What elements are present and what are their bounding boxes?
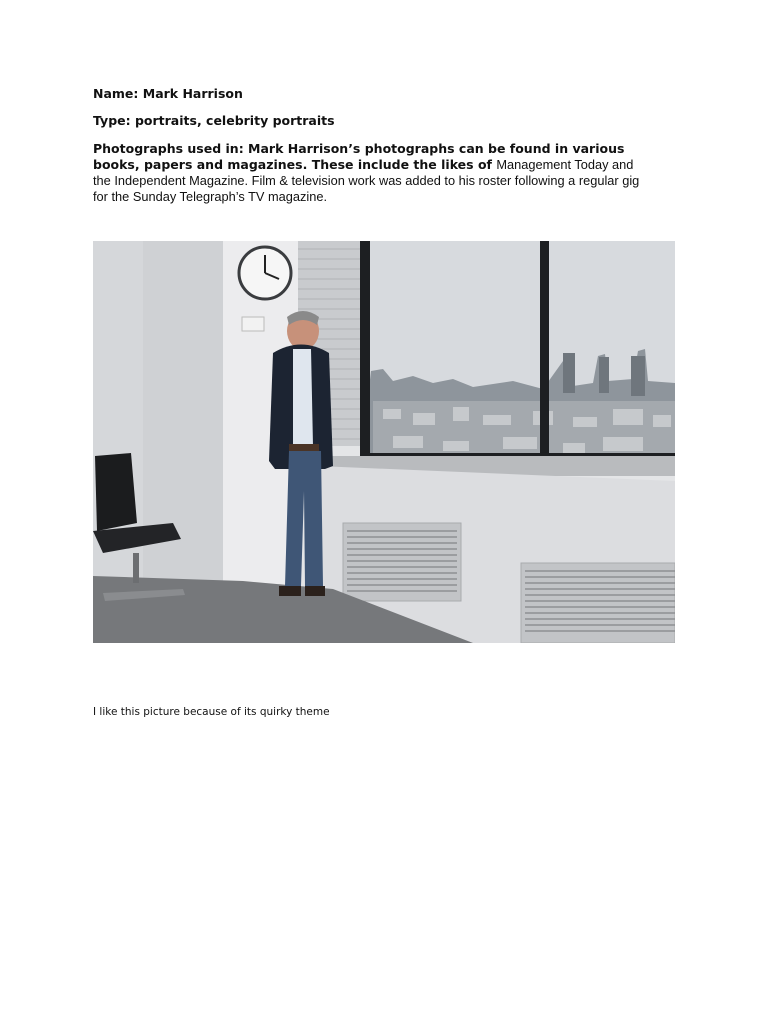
name-line: Name: Mark Harrison — [93, 86, 243, 101]
photo-caption: I like this picture because of its quirky theme — [93, 706, 330, 718]
office-portrait-photo — [93, 241, 675, 643]
type-line: Type: portraits, celebrity portraits — [93, 113, 335, 128]
paragraph-body: Management Today and the Independent Magazine. Film & television work was added to his roster following a regular gig for the Sunday Telegraph’s TV magazine. — [93, 157, 640, 204]
paragraph-lead: Photographs used in: Mark Harrison’s photographs can be found in various books, papers and magazines. These include the likes of — [93, 141, 625, 172]
photographs-used-paragraph — [93, 141, 653, 205]
